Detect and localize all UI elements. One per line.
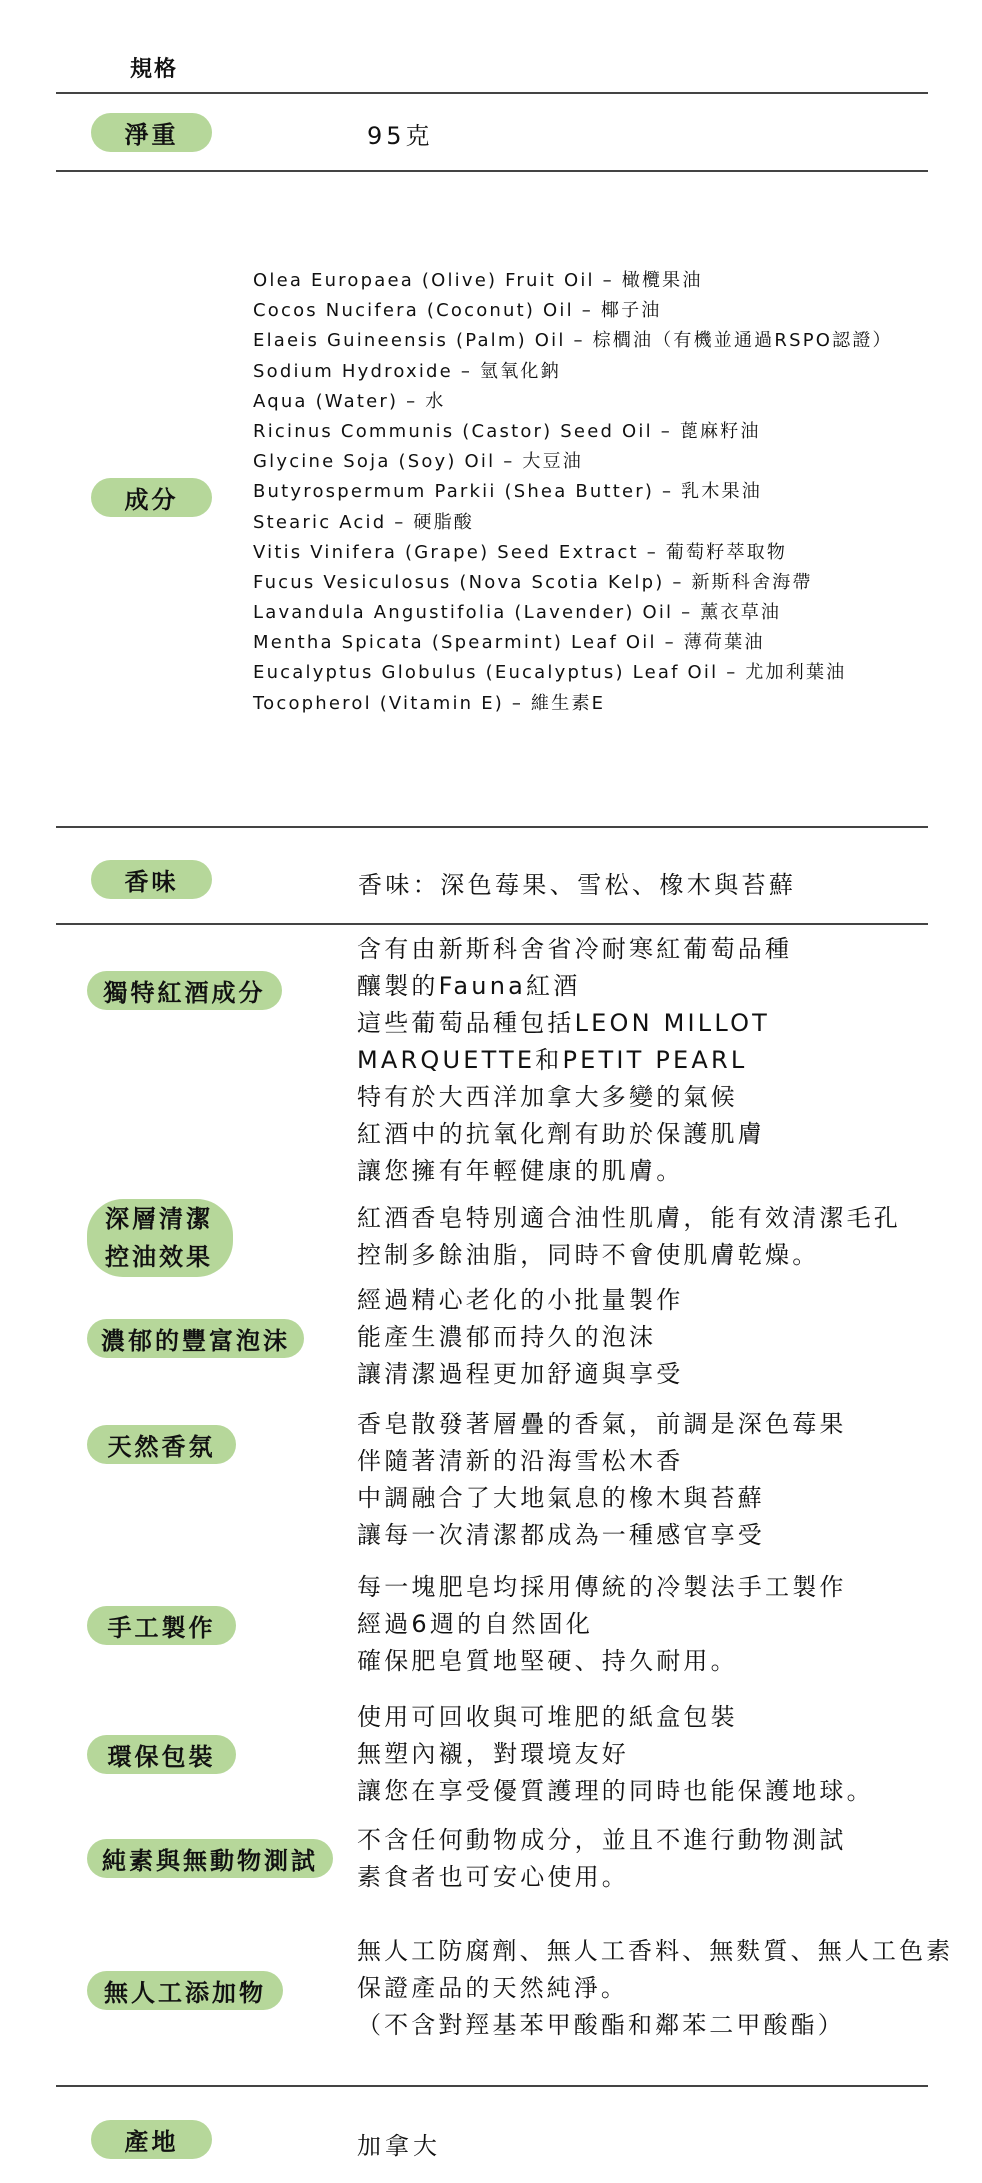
feature-line: 能產生濃郁而持久的泡沫 [357,1323,657,1351]
ingredients-label: 成分 [91,478,212,517]
feature-line: 控制多餘油脂，同時不會使肌膚乾燥。 [357,1241,820,1269]
feature-label: 濃郁的豐富泡沫 [87,1319,304,1358]
divider [56,923,928,925]
feature-line: 含有由新斯科舍省冷耐寒紅葡萄品種 [357,935,793,963]
feature-label-line: 控油效果 [105,1243,213,1271]
feature-line: 無塑內襯，對環境友好 [357,1740,629,1768]
feature-line: 讓清潔過程更加舒適與享受 [357,1360,684,1388]
feature-description [357,1933,953,2044]
feature-line: 無人工防腐劑、無人工香料、無麩質、無人工色素 [357,1937,954,1965]
feature-line: 不含任何動物成分，並且不進行動物測試 [357,1826,847,1854]
ingredient-item: Eucalyptus Globulus (Eucalyptus) Leaf Oil – 尤加利葉油 [253,662,847,684]
ingredient-item: Glycine Soja (Soy) Oil – 大豆油 [253,451,583,473]
ingredient-item: Mentha Spicata (Spearmint) Leaf Oil – 薄荷葉油 [253,632,765,654]
feature-description [357,1569,847,1680]
feature-line: 香皂散發著層疊的香氣，前調是深色莓果 [357,1410,847,1438]
feature-label: 獨特紅酒成分 [87,971,282,1010]
scent-label: 香味 [91,860,212,899]
feature-label: 純素與無動物測試 [87,1839,333,1878]
ingredient-item: Butyrospermum Parkii (Shea Butter) – 乳木果油 [253,481,762,503]
net-weight-label: 淨重 [91,113,212,152]
ingredient-item: Fucus Vesiculosus (Nova Scotia Kelp) – 新斯科舍海帶 [253,571,813,593]
scent-value: 香味：深色莓果、雪松、橡木與苔蘚 [358,871,797,899]
feature-label-line: 深層清潔 [105,1205,213,1233]
feature-line: MARQUETTE和PETIT PEARL [357,1046,748,1074]
feature-line: 經過精心老化的小批量製作 [357,1286,684,1314]
feature-line: 讓您擁有年輕健康的肌膚。 [357,1157,684,1185]
feature-line: （不含對羥基苯甲酸酯和鄰苯二甲酸酯） [357,2011,845,2039]
feature-label: 天然香氛 [87,1425,236,1464]
feature-description [357,1282,683,1393]
ingredient-item: Sodium Hydroxide – 氫氧化鈉 [253,360,561,382]
ingredient-item: Aqua (Water) – 水 [253,390,446,412]
feature-label: 手工製作 [87,1606,236,1645]
feature-line: 中調融合了大地氣息的橡木與苔蘚 [357,1484,765,1512]
ingredient-item: Lavandula Angustifolia (Lavender) Oil – 薰衣草油 [253,602,782,624]
feature-line: 讓每一次清潔都成為一種感官享受 [357,1521,765,1549]
ingredients-list [253,266,893,719]
feature-label [87,1199,233,1277]
feature-label: 無人工添加物 [87,1971,283,2010]
feature-line: 確保肥皂質地堅硬、持久耐用。 [357,1647,738,1675]
feature-description [357,931,792,1190]
divider [56,826,928,828]
feature-line: 紅酒香皂特別適合油性肌膚，能有效清潔毛孔 [357,1204,901,1232]
feature-line: 這些葡萄品種包括LEON MILLOT [357,1009,771,1037]
divider [56,170,928,172]
net-weight-value: 95克 [367,122,434,150]
feature-description [357,1822,847,1896]
feature-line: 素食者也可安心使用。 [357,1863,629,1891]
ingredient-item: Olea Europaea (Olive) Fruit Oil – 橄欖果油 [253,270,703,291]
divider [56,2085,928,2087]
ingredient-item: Vitis Vinifera (Grape) Seed Extract – 葡萄籽萃取物 [253,541,788,563]
feature-line: 讓您在享受優質護理的同時也能保護地球。 [357,1777,874,1805]
feature-description [357,1406,847,1554]
feature-line: 伴隨著清新的沿海雪松木香 [357,1447,684,1475]
origin-label: 產地 [91,2120,212,2159]
origin-value: 加拿大 [357,2132,441,2160]
feature-line: 紅酒中的抗氧化劑有助於保護肌膚 [357,1120,765,1148]
ingredient-item: Cocos Nucifera (Coconut) Oil – 椰子油 [253,300,662,322]
ingredient-item: Stearic Acid – 硬脂酸 [253,511,474,533]
ingredient-item: Ricinus Communis (Castor) Seed Oil – 蓖麻籽油 [253,420,761,442]
feature-line: 經過6週的自然固化 [357,1610,594,1638]
section-title: 規格 [130,57,179,82]
feature-label: 環保包裝 [87,1735,236,1774]
feature-line: 保證產品的天然純淨。 [357,1974,628,2002]
feature-line: 每一塊肥皂均採用傳統的冷製法手工製作 [357,1573,847,1601]
feature-line: 釀製的Fauna紅酒 [357,972,581,1000]
feature-description [357,1200,901,1274]
ingredient-item: Tocopherol (Vitamin E) – 維生素E [253,692,606,714]
divider [56,92,928,94]
feature-description [357,1699,874,1810]
ingredient-item: Elaeis Guineensis (Palm) Oil – 棕櫚油（有機並通過RSPO認證） [253,330,893,352]
feature-line: 特有於大西洋加拿大多變的氣候 [357,1083,738,1111]
feature-line: 使用可回收與可堆肥的紙盒包裝 [357,1703,738,1731]
